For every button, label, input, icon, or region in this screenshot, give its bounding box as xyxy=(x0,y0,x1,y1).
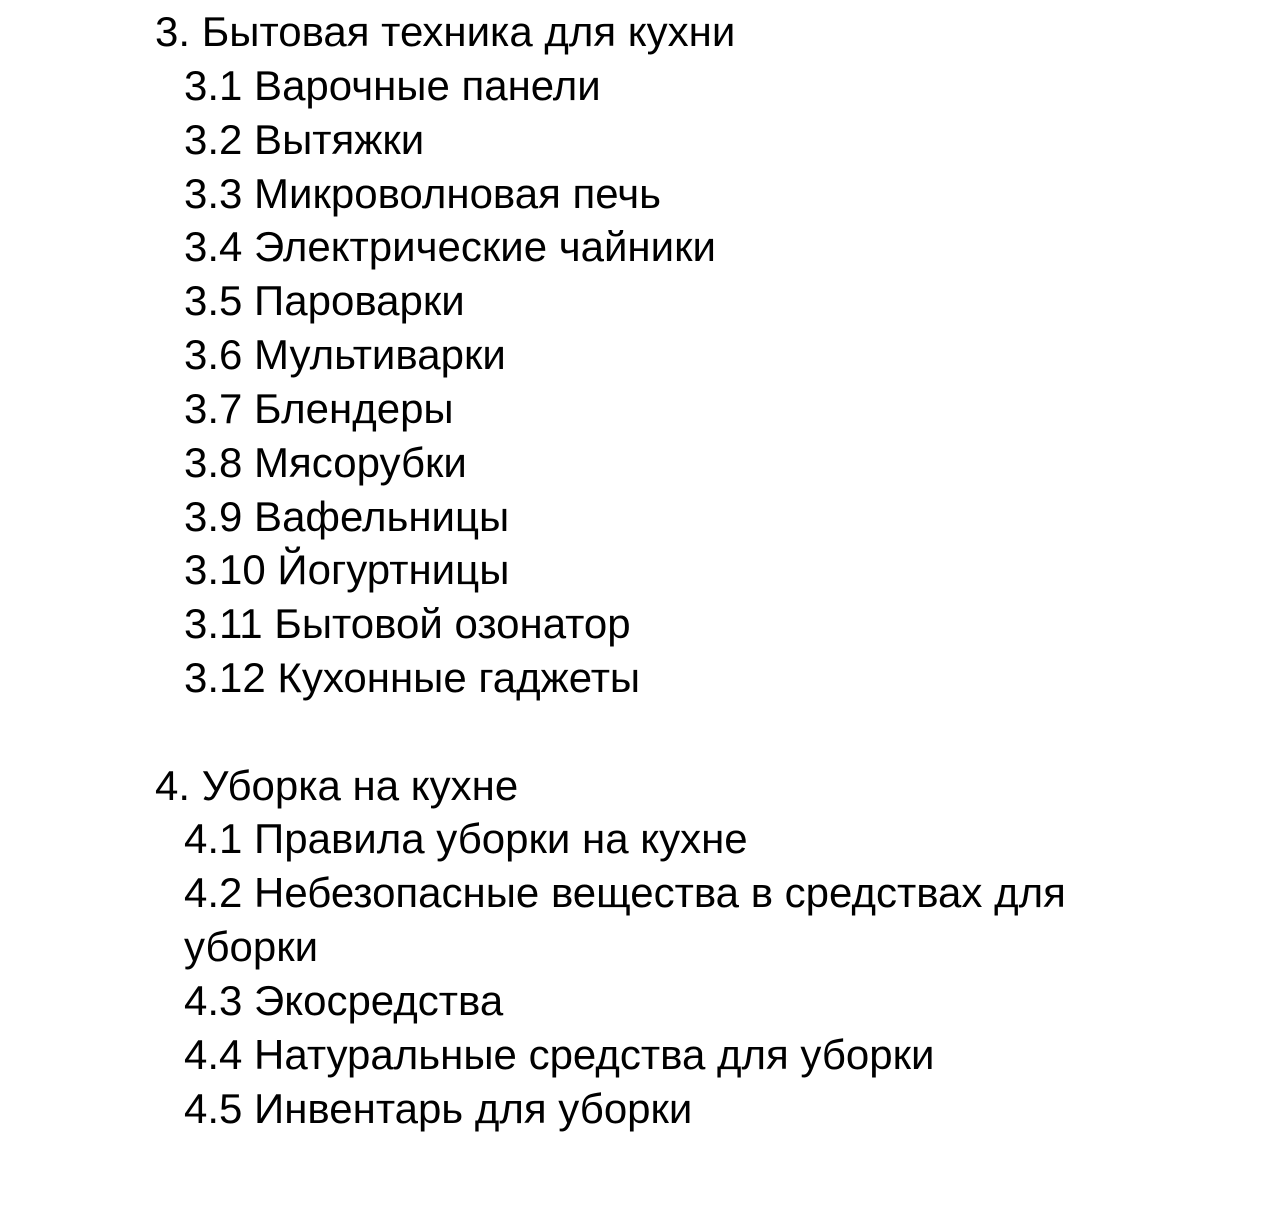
list-item: 3.11 Бытовой озонатор xyxy=(184,600,631,647)
list-item: 3.12 Кухонные гаджеты xyxy=(184,654,641,701)
list-item: 3.9 Вафельницы xyxy=(184,493,510,540)
list-item: 4.4 Натуральные средства для уборки xyxy=(184,1031,935,1078)
list-item: 4.5 Инвентарь для уборки xyxy=(184,1085,693,1132)
list-item: 3.2 Вытяжки xyxy=(184,116,425,163)
list-item: 3.3 Микроволновая печь xyxy=(184,170,662,217)
list-item: 3.4 Электрические чайники xyxy=(184,223,716,270)
list-item: 4.1 Правила уборки на кухне xyxy=(184,815,748,862)
list-item-continuation: уборки xyxy=(184,923,319,970)
list-item: 4.2 Небезопасные вещества в средствах для xyxy=(184,869,1066,916)
list-item: 4.3 Экосредства xyxy=(184,977,504,1024)
list-item: 3.5 Пароварки xyxy=(184,277,465,324)
list-item: 3.8 Мясорубки xyxy=(184,439,467,486)
list-item: 3.10 Йогуртницы xyxy=(184,546,510,593)
list-item: 3.6 Мультиварки xyxy=(184,331,506,378)
list-item: 3.1 Варочные панели xyxy=(184,62,601,109)
list-item: 3.7 Блендеры xyxy=(184,385,454,432)
section-4-title: 4. Уборка на кухне xyxy=(155,762,519,809)
section-3-title: 3. Бытовая техника для кухни xyxy=(155,8,736,55)
